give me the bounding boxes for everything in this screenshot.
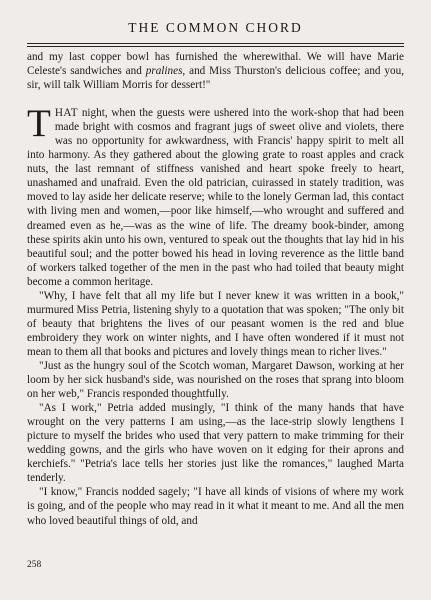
paragraph-text: "Just as the hungry soul of the Scotch woman, Margaret Dawson, working at her loom by her sick husband's side, was nourished on the roses that sprang into bloom on her web," Francis responded thoughtfully. bbox=[27, 359, 404, 401]
paragraph bbox=[27, 289, 404, 359]
opening-paragraph bbox=[27, 102, 404, 289]
paragraph bbox=[27, 485, 404, 527]
page-number: 258 bbox=[27, 560, 42, 570]
paragraph bbox=[27, 401, 404, 485]
header-rule bbox=[27, 43, 404, 44]
body-text bbox=[27, 50, 404, 528]
paragraph bbox=[27, 50, 404, 92]
paragraph-text: "I know," Francis nodded sagely; "I have all kinds of visions of where my work is going, and of the people who may read in it what it meant to me. And all the men who loved beautiful things of old, and bbox=[27, 486, 404, 527]
paragraph-text: "As I work," Petria added musingly, "I think of the many hands that have wrought on the very patterns I am using,—as the lace-strip slowly lengthens I picture to myself the brides who used that very pattern to make trimming for their wedding gowns, and the girls who have woven on it edging for their aprons and kerchiefs." "Petria's lace tells her stories just like the romances," laughed Marta tenderly. bbox=[27, 402, 404, 485]
running-head: THE COMMON CHORD bbox=[128, 20, 303, 35]
small-caps-lead: HAT bbox=[54, 107, 79, 120]
paragraph-text: night, when the guests were ushered into the work-shop that had been made bright with cosmos and fragrant jugs of sweet olive and violets, there was no opportunity for awkwardness, with Francis' happy spirit to melt all into harmony. As they gathered about the glowing grate to roast apples and crack nuts, the last remnant of stiffness vanished and heart spoke freely to heart, unashamed and unafraid. Even the old patrician, cuirassed in stately tradition, was moved to lay aside her delicate reserve; while to the lonely German lad, this contact with living men and women,—poor like himself,—who wrought and suffered and dreamed even as he,—was as the wine of life. The dreamy book-binder, among these spirits akin unto his own, ventured to speak out the thoughts that lay hid in his beautiful soul; and the potter bowed his head in loving reverence as the little band of workers talked together of the men in the past who had toiled that beauty might become a common heritage. bbox=[27, 107, 404, 288]
paragraph-text: "Why, I have felt that all my life but I never knew it was written in a book," murmured Miss Petria, listening shyly to a quotation that was spoken; "The only bit of beauty that brightens the lives of our peasant women is the red and blue embroidery they work on winter nights, and I have often wondered if it must not mean to them all that books and pictures and lovely things mean to richer lives." bbox=[27, 289, 404, 358]
italic-word: pralines bbox=[145, 65, 183, 78]
paragraph-text: and my last copper bowl has furnished the wherewithal. We will have Marie Celeste's sandwiches and pralines, and Miss Thurston's delicious coffee; and you, sir, will talk William Morris for dessert!" bbox=[27, 51, 405, 92]
header-rule bbox=[27, 46, 404, 47]
drop-cap: T bbox=[27, 102, 51, 146]
paragraph bbox=[27, 359, 404, 401]
